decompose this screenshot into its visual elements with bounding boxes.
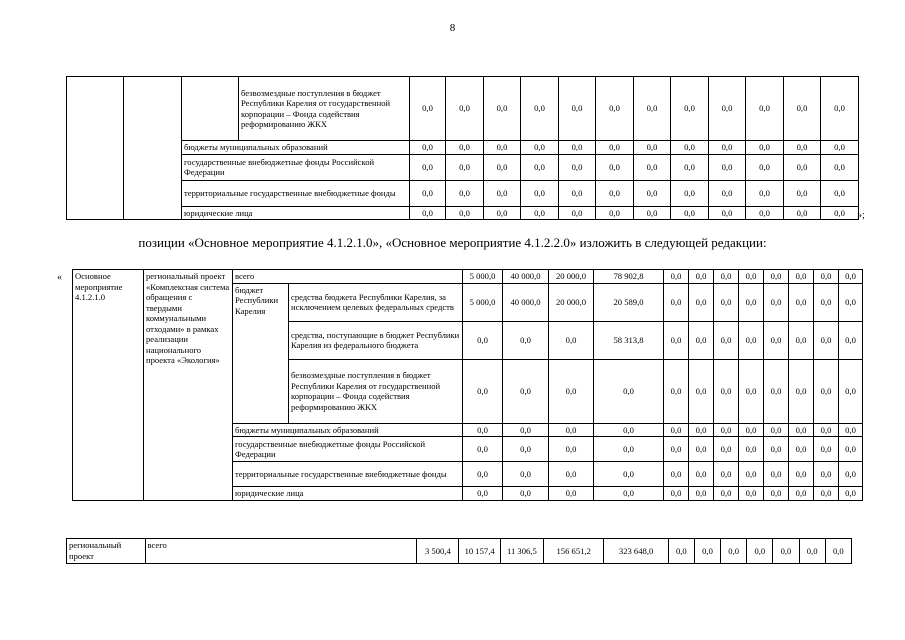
value-cell: 0,0 [764, 321, 789, 359]
value-cell: 0,0 [521, 141, 559, 155]
empty-cell [182, 77, 239, 141]
value-cell: 0,0 [739, 423, 764, 437]
row-label: государственные внебюджетные фонды Российской Федерации [233, 437, 463, 462]
value-cell: 0,0 [784, 206, 821, 220]
value-cell: 0,0 [549, 437, 594, 462]
value-cell: 0,0 [671, 206, 709, 220]
value-cell: 0,0 [594, 462, 664, 487]
page-number: 8 [449, 22, 456, 34]
value-cell: 0,0 [664, 437, 689, 462]
row-label: государственные внебюджетные фонды Российской Федерации [182, 154, 410, 180]
value-cell: 0,0 [689, 359, 714, 423]
row-label: юридические лица [182, 206, 410, 220]
value-cell: 0,0 [689, 423, 714, 437]
value-cell: 0,0 [664, 283, 689, 321]
value-cell: 0,0 [594, 359, 664, 423]
value-cell: 0,0 [784, 180, 821, 206]
value-cell: 0,0 [664, 321, 689, 359]
value-cell: 0,0 [814, 462, 839, 487]
row-label: всего [145, 539, 417, 564]
value-cell: 0,0 [789, 437, 814, 462]
value-cell: 0,0 [789, 283, 814, 321]
event-name: Основное мероприятие 4.1.2.1.0 [73, 270, 144, 501]
value-cell: 0,0 [503, 437, 549, 462]
value-cell: 20 000,0 [549, 270, 594, 284]
value-cell: 0,0 [739, 487, 764, 501]
value-cell: 0,0 [463, 321, 503, 359]
value-cell: 3 500,4 [417, 539, 459, 564]
row-label: безвозмездные поступления в бюджет Республики Карелия от государственной корпорации – Фонда содействия реформированию ЖКХ [289, 359, 463, 423]
empty-cell [124, 77, 182, 220]
amendment-sentence: позиции «Основное мероприятие 4.1.2.1.0», «Основное мероприятие 4.1.2.2.0» изложить в следующей редакции: [138, 235, 767, 250]
value-cell: 0,0 [671, 154, 709, 180]
value-cell: 0,0 [821, 180, 859, 206]
value-cell: 20 000,0 [549, 283, 594, 321]
closing-quote: »; [857, 210, 865, 221]
value-cell: 0,0 [714, 437, 739, 462]
value-cell: 0,0 [689, 437, 714, 462]
value-cell: 0,0 [839, 462, 863, 487]
budget-table-main [72, 269, 863, 501]
value-cell: 0,0 [709, 154, 746, 180]
value-cell: 0,0 [549, 487, 594, 501]
value-cell: 0,0 [839, 487, 863, 501]
value-cell: 0,0 [689, 283, 714, 321]
value-cell: 0,0 [446, 180, 484, 206]
value-cell: 0,0 [746, 180, 784, 206]
value-cell: 0,0 [521, 180, 559, 206]
value-cell: 0,0 [714, 283, 739, 321]
value-cell: 0,0 [689, 321, 714, 359]
value-cell: 0,0 [559, 77, 596, 141]
row-label: всего [233, 270, 463, 284]
value-cell: 20 589,0 [594, 283, 664, 321]
value-cell: 0,0 [773, 539, 799, 564]
value-cell: 0,0 [814, 437, 839, 462]
value-cell: 0,0 [714, 270, 739, 284]
value-cell: 0,0 [739, 283, 764, 321]
value-cell: 0,0 [634, 141, 671, 155]
row-label: средства, поступающие в бюджет Республики Карелия из федерального бюджета [289, 321, 463, 359]
project-name: региональный проект «Комплексная система обращения с твердыми коммунальными отходами» в рамках реализации национального проекта «Экология» [144, 270, 233, 501]
value-cell: 0,0 [634, 154, 671, 180]
value-cell: 0,0 [839, 423, 863, 437]
value-cell: 0,0 [789, 487, 814, 501]
value-cell: 0,0 [594, 437, 664, 462]
value-cell: 0,0 [714, 321, 739, 359]
value-cell: 0,0 [714, 462, 739, 487]
value-cell: 0,0 [789, 423, 814, 437]
value-cell: 0,0 [410, 154, 446, 180]
value-cell: 0,0 [789, 359, 814, 423]
value-cell: 5 000,0 [463, 270, 503, 284]
value-cell: 0,0 [634, 206, 671, 220]
value-cell: 0,0 [764, 283, 789, 321]
value-cell: 0,0 [521, 206, 559, 220]
value-cell: 0,0 [463, 487, 503, 501]
value-cell: 0,0 [784, 77, 821, 141]
value-cell: 0,0 [764, 359, 789, 423]
value-cell: 0,0 [839, 321, 863, 359]
value-cell: 0,0 [634, 180, 671, 206]
value-cell: 58 313,8 [594, 321, 664, 359]
row-label: безвозмездные поступления в бюджет Республики Карелия от государственной корпорации – Фонда содействия реформированию ЖКХ [239, 77, 410, 141]
value-cell: 0,0 [664, 423, 689, 437]
value-cell: 0,0 [463, 437, 503, 462]
value-cell: 0,0 [799, 539, 825, 564]
value-cell: 0,0 [503, 423, 549, 437]
value-cell: 0,0 [410, 77, 446, 141]
value-cell: 0,0 [739, 359, 764, 423]
value-cell: 0,0 [594, 423, 664, 437]
value-cell: 0,0 [664, 487, 689, 501]
value-cell: 0,0 [446, 141, 484, 155]
value-cell: 0,0 [746, 206, 784, 220]
row-label: территориальные государственные внебюджетные фонды [182, 180, 410, 206]
value-cell: 0,0 [709, 206, 746, 220]
value-cell: 0,0 [821, 77, 859, 141]
value-cell: 0,0 [596, 77, 634, 141]
value-cell: 0,0 [521, 154, 559, 180]
value-cell: 0,0 [410, 206, 446, 220]
value-cell: 0,0 [463, 423, 503, 437]
value-cell: 0,0 [747, 539, 773, 564]
value-cell: 0,0 [503, 487, 549, 501]
opening-quote: « [57, 272, 62, 283]
value-cell: 0,0 [764, 462, 789, 487]
value-cell: 0,0 [689, 270, 714, 284]
value-cell: 0,0 [739, 321, 764, 359]
value-cell: 323 648,0 [604, 539, 668, 564]
empty-cell [67, 77, 124, 220]
value-cell: 0,0 [721, 539, 747, 564]
value-cell: 0,0 [789, 270, 814, 284]
value-cell: 0,0 [668, 539, 694, 564]
value-cell: 0,0 [671, 77, 709, 141]
value-cell: 0,0 [814, 270, 839, 284]
row-label: территориальные государственные внебюджетные фонды [233, 462, 463, 487]
value-cell: 0,0 [814, 321, 839, 359]
value-cell: 0,0 [463, 462, 503, 487]
value-cell: 0,0 [784, 154, 821, 180]
value-cell: 0,0 [521, 77, 559, 141]
value-cell: 0,0 [814, 487, 839, 501]
value-cell: 0,0 [596, 154, 634, 180]
value-cell: 0,0 [634, 77, 671, 141]
row-label: юридические лица [233, 487, 463, 501]
value-cell: 0,0 [559, 141, 596, 155]
budget-table-top [66, 76, 859, 220]
value-cell: 0,0 [559, 154, 596, 180]
value-cell: 0,0 [410, 180, 446, 206]
value-cell: 40 000,0 [503, 270, 549, 284]
value-cell: 0,0 [410, 141, 446, 155]
value-cell: 0,0 [671, 180, 709, 206]
value-cell: 0,0 [671, 141, 709, 155]
value-cell: 0,0 [839, 270, 863, 284]
value-cell: 0,0 [789, 321, 814, 359]
value-cell: 0,0 [821, 154, 859, 180]
value-cell: 0,0 [596, 141, 634, 155]
value-cell: 0,0 [714, 487, 739, 501]
value-cell: 0,0 [463, 359, 503, 423]
value-cell: 0,0 [549, 359, 594, 423]
value-cell: 5 000,0 [463, 283, 503, 321]
value-cell: 0,0 [484, 154, 521, 180]
row-label: бюджеты муниципальных образований [233, 423, 463, 437]
value-cell: 0,0 [821, 141, 859, 155]
budget-table-bottom [66, 538, 852, 564]
value-cell: 0,0 [709, 77, 746, 141]
value-cell: 0,0 [764, 423, 789, 437]
value-cell: 0,0 [814, 283, 839, 321]
value-cell: 0,0 [839, 437, 863, 462]
value-cell: 0,0 [596, 180, 634, 206]
value-cell: 0,0 [746, 154, 784, 180]
value-cell: 0,0 [664, 359, 689, 423]
value-cell: 0,0 [446, 206, 484, 220]
value-cell: 0,0 [821, 206, 859, 220]
value-cell: 0,0 [814, 359, 839, 423]
value-cell: 0,0 [839, 359, 863, 423]
value-cell: 0,0 [503, 321, 549, 359]
value-cell: 0,0 [789, 462, 814, 487]
value-cell: 0,0 [694, 539, 720, 564]
value-cell: 0,0 [839, 283, 863, 321]
value-cell: 0,0 [484, 206, 521, 220]
value-cell: 0,0 [559, 206, 596, 220]
value-cell: 0,0 [596, 206, 634, 220]
value-cell: 0,0 [689, 462, 714, 487]
value-cell: 0,0 [709, 141, 746, 155]
value-cell: 0,0 [503, 462, 549, 487]
value-cell: 40 000,0 [503, 283, 549, 321]
value-cell: 0,0 [559, 180, 596, 206]
value-cell: 0,0 [709, 180, 746, 206]
value-cell: 0,0 [764, 437, 789, 462]
value-cell: 0,0 [689, 487, 714, 501]
row-label: средства бюджета Республики Карелия, за исключением целевых федеральных средств [289, 283, 463, 321]
value-cell: 0,0 [664, 270, 689, 284]
value-cell: 0,0 [549, 423, 594, 437]
value-cell: 0,0 [549, 462, 594, 487]
value-cell: 0,0 [446, 154, 484, 180]
value-cell: 0,0 [739, 437, 764, 462]
value-cell: 0,0 [764, 270, 789, 284]
value-cell: 0,0 [503, 359, 549, 423]
value-cell: 78 902,8 [594, 270, 664, 284]
project-name: региональный проект [67, 539, 146, 564]
value-cell: 0,0 [739, 462, 764, 487]
value-cell: 0,0 [814, 423, 839, 437]
value-cell: 0,0 [594, 487, 664, 501]
value-cell: 0,0 [664, 462, 689, 487]
value-cell: 0,0 [784, 141, 821, 155]
row-label: бюджеты муниципальных образований [182, 141, 410, 155]
value-cell: 156 651,2 [544, 539, 604, 564]
budget-rk-label: бюджет Республики Карелия [233, 283, 289, 423]
value-cell: 0,0 [764, 487, 789, 501]
value-cell: 0,0 [714, 423, 739, 437]
value-cell: 10 157,4 [459, 539, 500, 564]
value-cell: 0,0 [746, 141, 784, 155]
value-cell: 0,0 [825, 539, 851, 564]
value-cell: 0,0 [549, 321, 594, 359]
value-cell: 0,0 [746, 77, 784, 141]
value-cell: 0,0 [484, 180, 521, 206]
value-cell: 0,0 [484, 77, 521, 141]
value-cell: 11 306,5 [500, 539, 543, 564]
value-cell: 0,0 [739, 270, 764, 284]
value-cell: 0,0 [484, 141, 521, 155]
value-cell: 0,0 [446, 77, 484, 141]
value-cell: 0,0 [714, 359, 739, 423]
